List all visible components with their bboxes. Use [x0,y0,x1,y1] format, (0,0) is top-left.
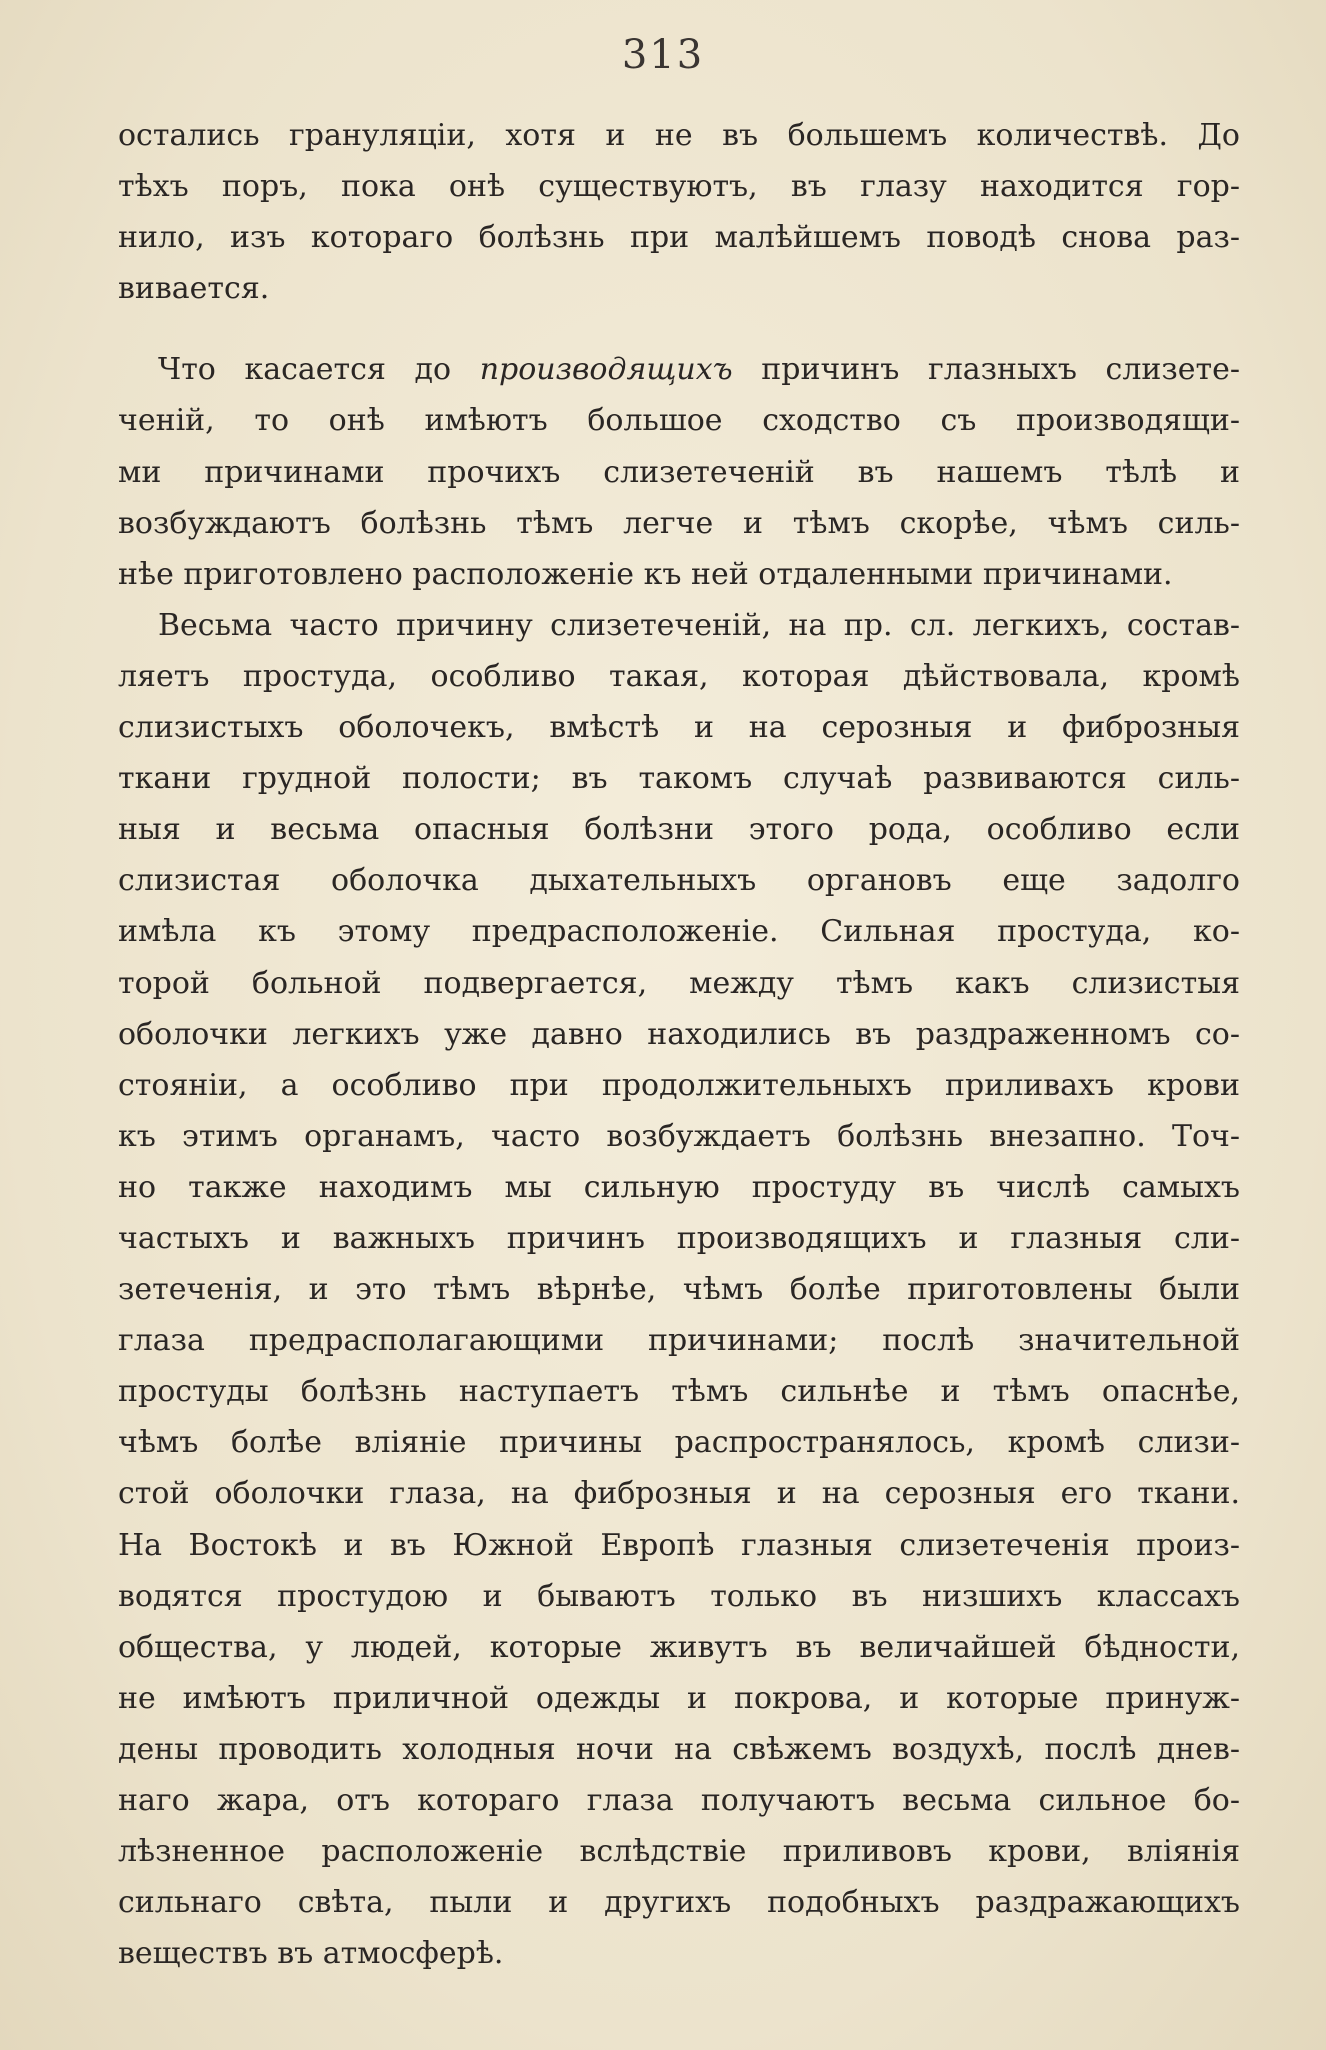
text-line: общества, у людей, которые живутъ въ величайшей бѣдности, [118,1629,1240,1665]
text-line: тѣхъ поръ, пока онѣ существуютъ, въ глазу находится гор- [118,169,1240,205]
paragraph [118,344,1240,599]
text-line: слизистая оболочка дыхательныхъ органовъ еще задолго [118,863,1240,899]
text-line: Весьма часто причину слизетеченій, на пр. сл. легкихъ, состав- [158,607,1240,643]
body-text [118,110,1240,1979]
text-line: дены проводить холодныя ночи на свѣжемъ воздухѣ, послѣ днев- [118,1731,1240,1767]
paragraph [118,600,1240,1980]
text-line: водятся простудою и бываютъ только въ низшихъ классахъ [118,1578,1240,1614]
text-line: имѣла къ этому предрасположеніе. Сильная простуда, ко- [118,914,1240,950]
text-line: веществъ въ атмосферѣ. [118,1936,504,1972]
text-line: наго жара, отъ котораго глаза получаютъ весьма сильное бо- [118,1783,1240,1818]
emphasized-term: производящихъ [479,352,733,388]
text-line: стояніи, а особливо при продолжительныхъ приливахъ крови [118,1067,1240,1103]
paragraph [118,110,1240,314]
text-line: ныя и весьма опасныя болѣзни этого рода, особливо если [118,812,1240,848]
text-line: нило, изъ котораго болѣзнь при малѣйшемъ поводѣ снова раз- [118,220,1240,256]
text-line: торой больной подвергается, между тѣмъ какъ слизистыя [118,965,1240,1001]
text-line: вивается. [118,271,270,307]
text-line: остались грануляціи, хотя и не въ большемъ количествѣ. До [118,118,1240,153]
text-run: причинъ глазныхъ слизете- [732,352,1240,388]
text-run: Что касается до [158,352,480,388]
text-line: сильнаго свѣта, пыли и другихъ подобныхъ раздражающихъ [118,1885,1240,1921]
text-line: ми причинами прочихъ слизетеченій въ нашемъ тѣлѣ и [118,454,1240,490]
page-number: 313 [621,32,705,78]
text-line: ляетъ простуда, особливо такая, которая дѣйствовала, кромѣ [118,658,1240,694]
text-line: ченій, то онѣ имѣютъ большое сходство съ производящи- [118,403,1240,439]
text-line: стой оболочки глаза, на фиброзныя и на серозныя его ткани. [118,1476,1240,1512]
text-line: лѣзненное расположеніе вслѣдствіе приливовъ крови, вліянія [118,1834,1240,1870]
text-line: возбуждаютъ болѣзнь тѣмъ легче и тѣмъ скорѣе, чѣмъ силь- [118,505,1240,541]
text-line: глаза предрасполагающими причинами; послѣ значительной [118,1323,1240,1359]
text-line: ткани грудной полости; въ такомъ случаѣ развиваются силь- [118,761,1240,797]
text-line: чѣмъ болѣе вліяніе причины распространялось, кромѣ слизи- [118,1425,1240,1461]
text-line [118,344,1240,395]
text-line: но также находимъ мы сильную простуду въ числѣ самыхъ [118,1169,1240,1205]
text-line: зетеченія, и это тѣмъ вѣрнѣе, чѣмъ болѣе приготовлены были [118,1272,1240,1308]
text-line: частыхъ и важныхъ причинъ производящихъ и глазныя сли- [118,1220,1240,1256]
text-line: На Востокѣ и въ Южной Европѣ глазныя слизетеченія произ- [118,1527,1240,1563]
text-line: простуды болѣзнь наступаетъ тѣмъ сильнѣе и тѣмъ опаснѣе, [118,1374,1240,1410]
text-line: къ этимъ органамъ, часто возбуждаетъ болѣзнь внезапно. Точ- [118,1118,1240,1154]
text-line: не имѣютъ приличной одежды и покрова, и которые принуж- [118,1680,1240,1716]
text-line: оболочки легкихъ уже давно находились въ раздраженномъ со- [118,1016,1240,1052]
text-line: слизистыхъ оболочекъ, вмѣстѣ и на серозныя и фиброзныя [118,710,1240,746]
text-line: нѣе приготовлено расположеніе къ ней отдаленными причинами. [118,556,1173,592]
